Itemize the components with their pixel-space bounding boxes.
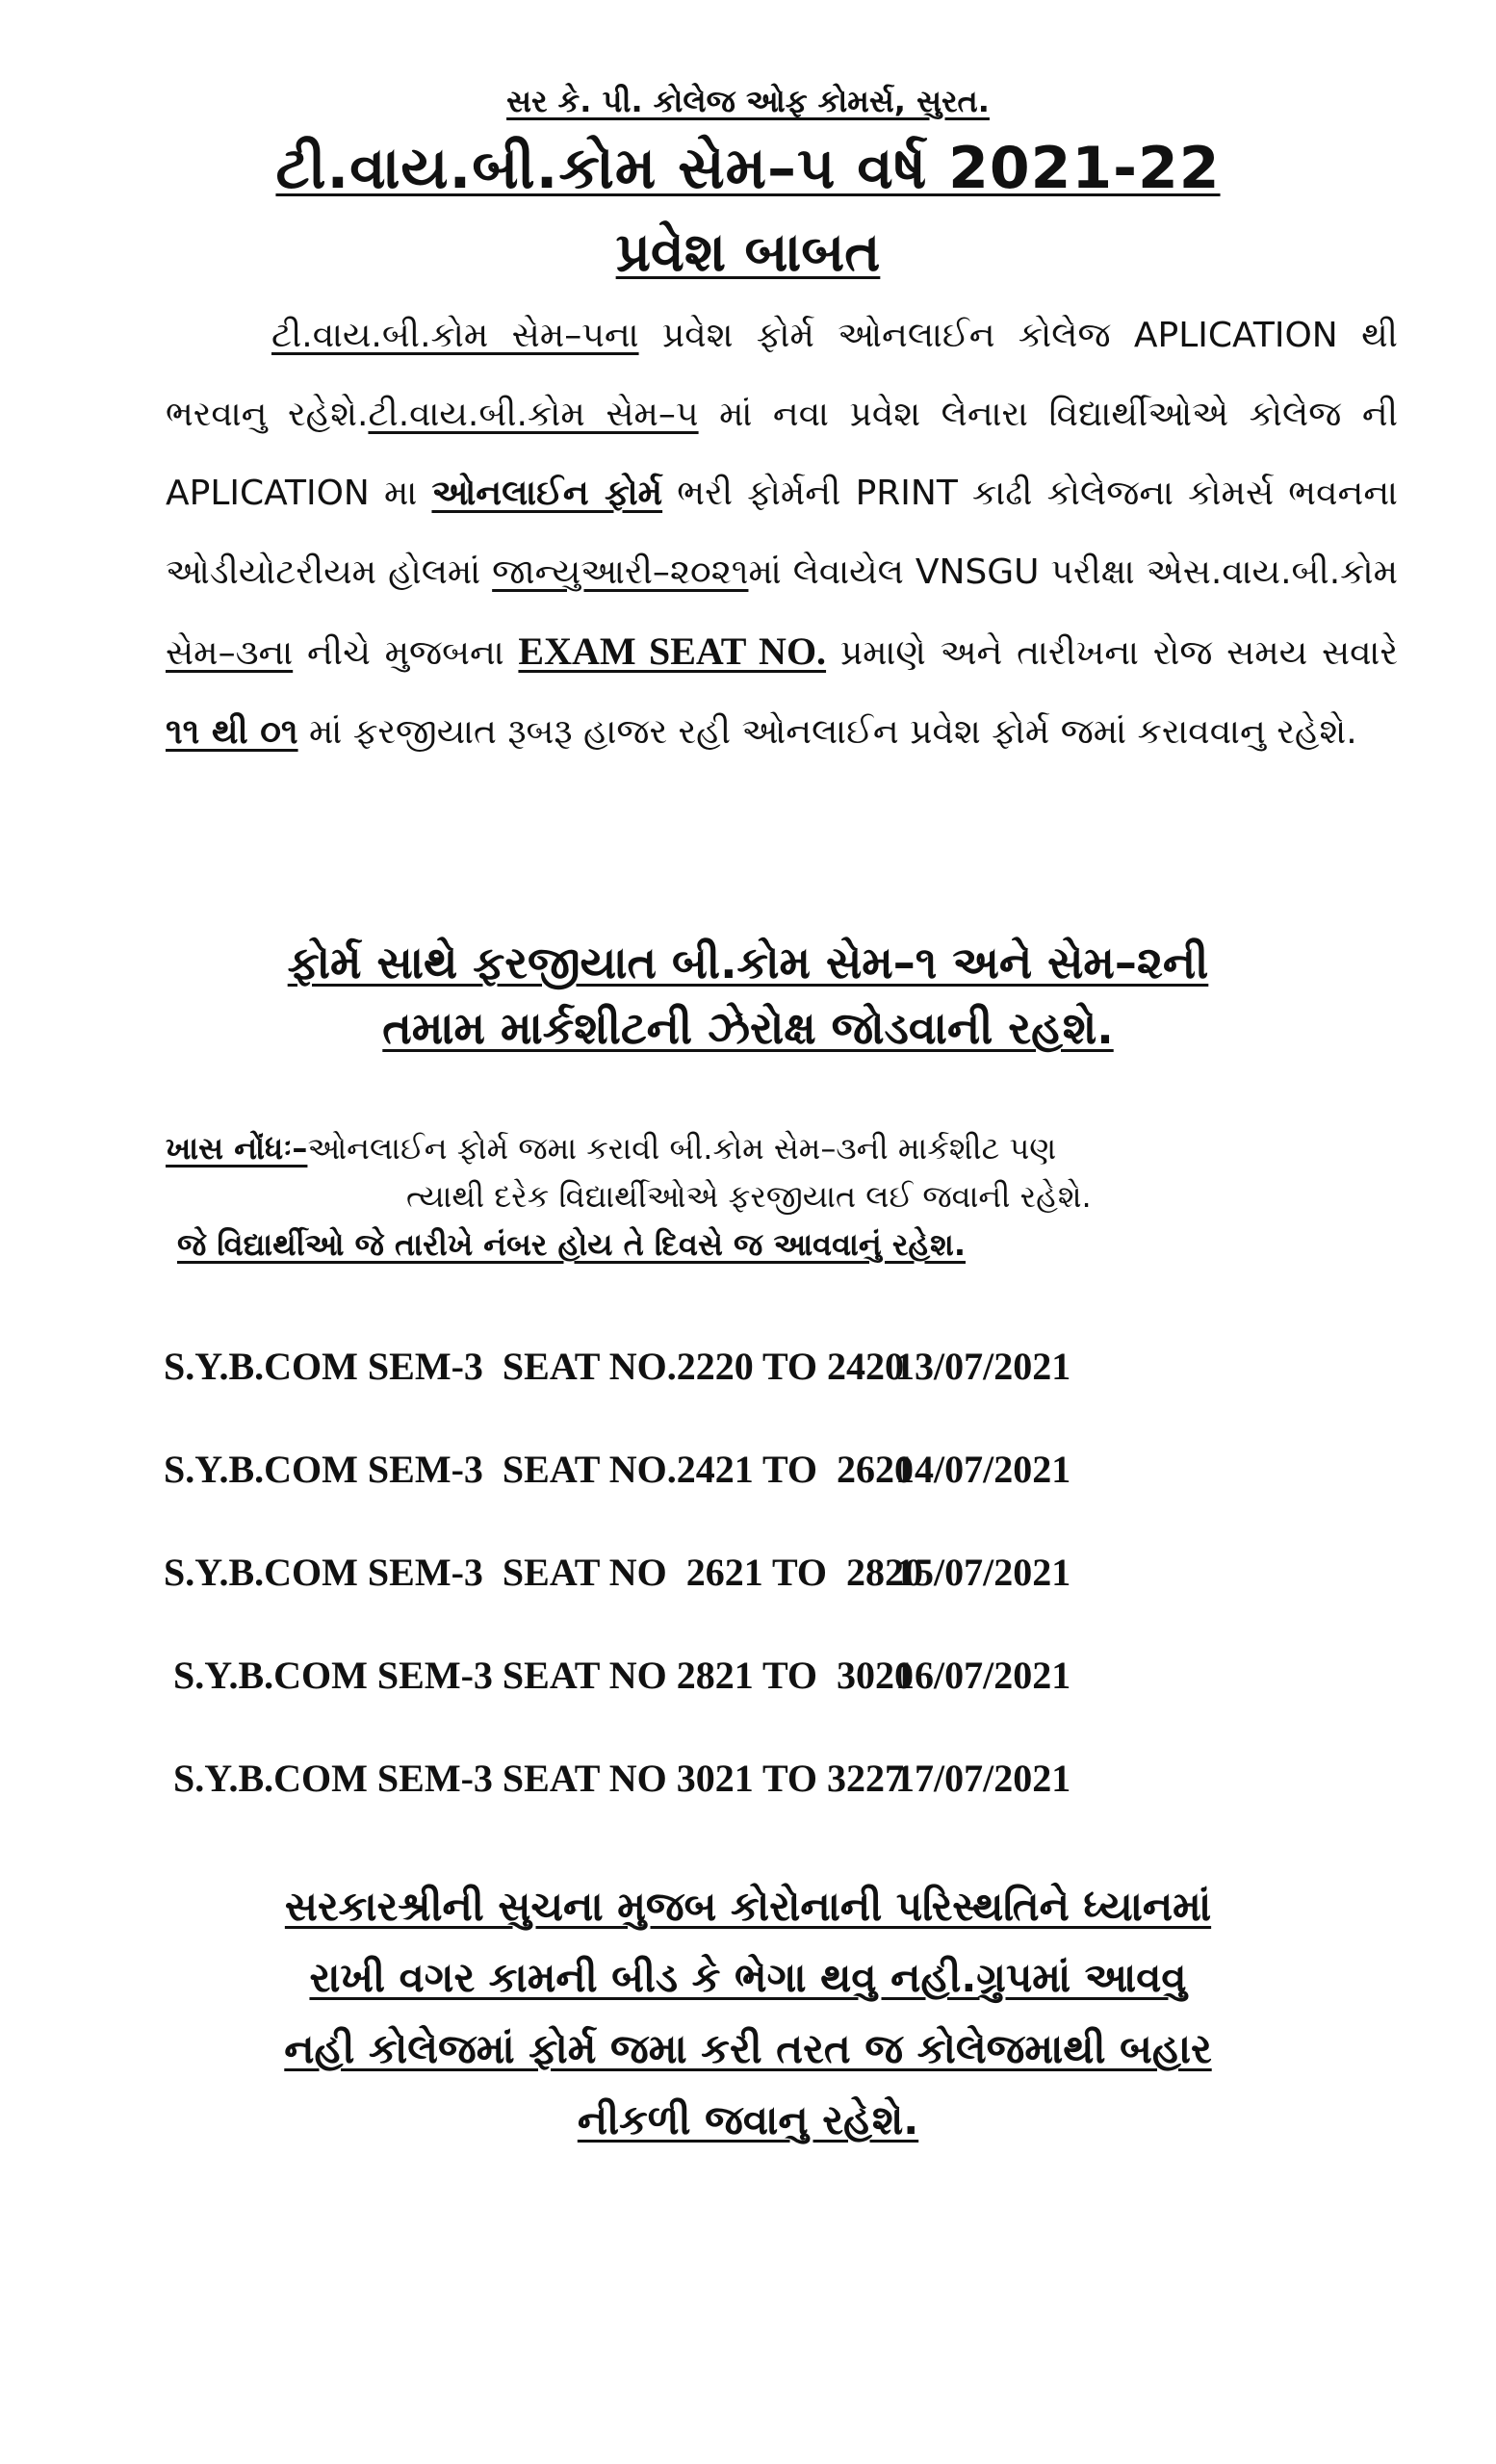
college-name: સર કે. પી. કોલેજ ઓફ કોમર્સ, સુરત.	[506, 83, 990, 119]
exam-seat-ref: EXAM SEAT NO.	[518, 629, 827, 673]
seat-schedule	[164, 1315, 1377, 1830]
marksheet-notice: ફોર્મ સાથે ફરજીયાત બી.કોમ સેમ–૧ અને સેમ–૨ની તમામ માર્કશીટની ઝેરોક્ષ જોડવાની રહશે.	[287, 937, 1209, 1054]
exam-month-ref: જાન્યુઆરી–૨૦૨૧	[492, 552, 749, 592]
time-ref: ૧૧ થી ૦૧	[166, 712, 298, 752]
schedule-row: S.Y.B.COM SEM-3 SEAT NO 3021 TO 3227 17/07/2021	[164, 1757, 1071, 1800]
document-subtitle: પ્રવેશ બાબત	[615, 221, 881, 284]
course-ref: ટી.વાય.બી.કોમ સેમ–૫ના	[271, 316, 639, 355]
intro-paragraph: ટી.વાય.બી.કોમ સેમ–૫ના પ્રવેશ ફોર્મ ઓનલાઈન કોલેજ APLICATION થી ભરવાનુ રહેશે.ટી.વાય.બી.કોમ સેમ–૫ માં નવા પ્રવેશ લેનારા વિદ્યાર્થીઓએ કોલેજ ની APLICATION મા ઓનલાઈન ફોર્મ ભરી ફોર્મની PRINT કાઢી કોલેજના કોમર્સ ભવનના ઓડીયોટરીયમ હોલમાં જાન્યુઆરી–૨૦૨૧માં લેવાયેલ VNSGU પરીક્ષા એસ.વાય.બી.કોમ સેમ–૩ના નીચે મુજબના EXAM SEAT NO. પ્રમાણે અને તારીખના રોજ સમય સવારે ૧૧ થી ૦૧ માં ફરજીયાત રૂબરૂ હાજર રહી ઓનલાઈન પ્રવેશ ફોર્મ જમાં કરાવવાનુ રહેશે.	[166, 316, 1398, 752]
online-form-ref: ઓનલાઈન ફોર્મ	[431, 474, 663, 513]
sem3-ref: સેમ–૩ના	[166, 633, 294, 673]
schedule-row: S.Y.B.COM SEM-3 SEAT NO.2421 TO 2620 14/07/2021	[164, 1448, 1071, 1491]
covid-instructions: સરકારશ્રીની સુચના મુજબ કોરોનાની પરિસ્થતિને ધ્યાનમાં રાખી વગર કામની બીડ કે ભેગા થવુ નહી.ગ્રુપમાં આવવુ નહી કોલેજમાં ફોર્મ જમા કરી તરત જ કોલેજમાથી બહાર નીકળી જવાનુ રહેશે.	[284, 1883, 1212, 2143]
course-ref-2: ટી.વાય.બી.કોમ સેમ–૫	[368, 395, 699, 434]
special-note: ખાસ નોંધઃ–ઓનલાઈન ફોર્મ જમા કરાવી બી.કોમ સેમ–૩ની માર્કશીટ પણ ત્યાથી દરેક વિદ્યાર્થીઓએ ફરજીયાત લઈ જવાની રહેશે. જે વિદ્યાર્થીઓ જે તારીખે નંબર હોય તે દિવસે જ આવવાનું રહેશ.	[166, 1130, 1092, 1263]
document-title: ટી.વાય.બી.કોમ સેમ–૫ વર્ષ 2021-22	[275, 135, 1221, 202]
schedule-row: S.Y.B.COM SEM-3 SEAT NO.2220 TO 2420 13/07/2021	[164, 1345, 1071, 1388]
schedule-row: S.Y.B.COM SEM-3 SEAT NO 2821 TO 3020 16/07/2021	[164, 1654, 1071, 1697]
schedule-row: S.Y.B.COM SEM-3 SEAT NO 2621 TO 2820 15/07/2021	[164, 1551, 1071, 1594]
special-note-label: ખાસ નોંધઃ–	[166, 1130, 308, 1167]
